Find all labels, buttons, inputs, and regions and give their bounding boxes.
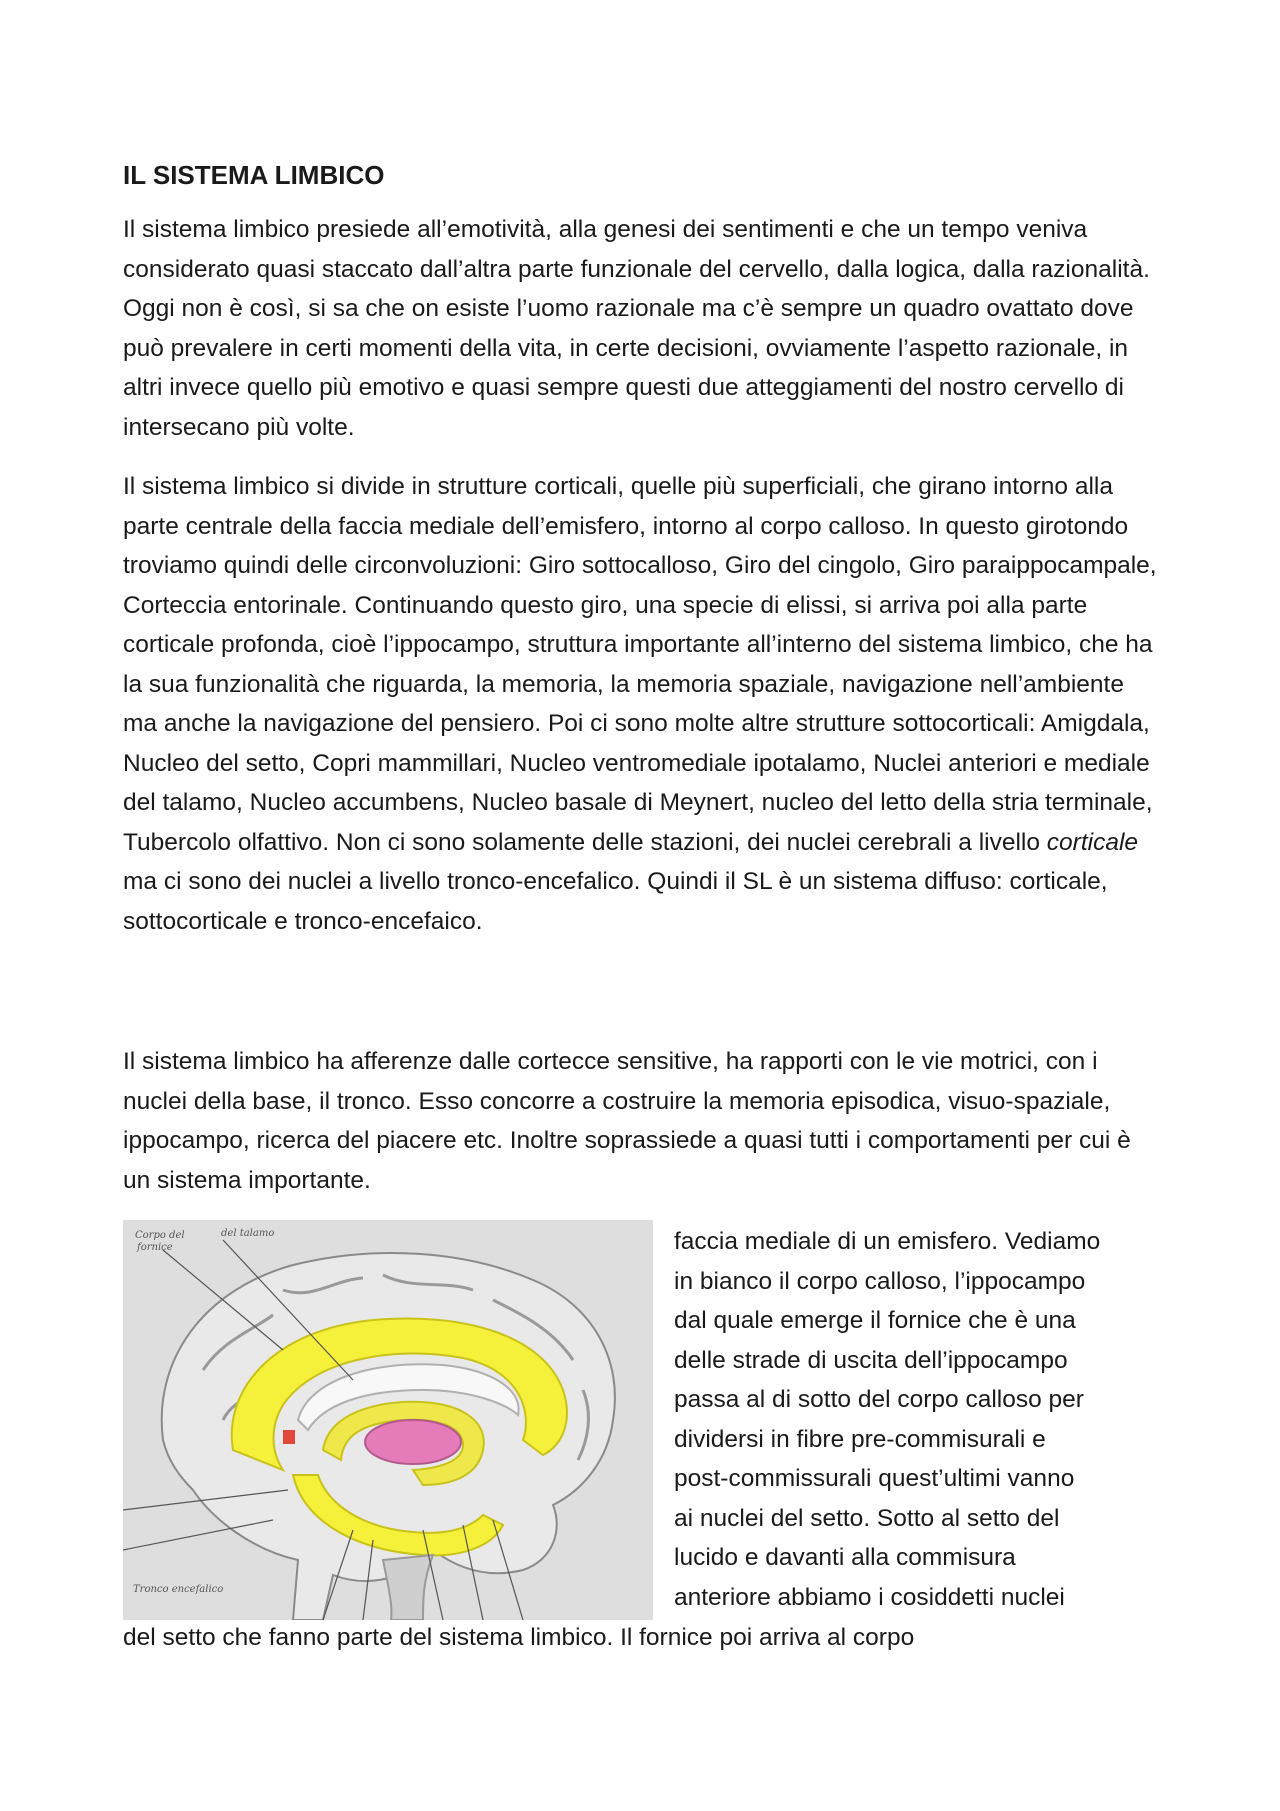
caption-line: dal quale emerge il fornice che è una xyxy=(674,1307,1076,1334)
caption-line: anteriore abbiamo i cosiddetti nuclei xyxy=(674,1583,1065,1611)
continuation-line: del setto che fanno parte del sistema limbico. Il fornice poi arriva al corpo xyxy=(123,1624,915,1651)
label-del-talamo: del talamo xyxy=(221,1228,275,1239)
label-corpo-del: Corpo del xyxy=(135,1230,185,1241)
caption-line: dividersi in fibre pre-commisurali e xyxy=(674,1425,1046,1453)
limbic-system-figure xyxy=(123,1220,653,1620)
paragraph-structures xyxy=(123,467,1163,941)
paragraph-afferents: Il sistema limbico ha afferenze dalle cortecce sensitive, ha rapporti con le vie motrici, con i nuclei della base, il tronco. Esso concorre a costruire la memoria episodica, visuo-spaziale, ippocampo, ricerca del piacere etc. Inoltre soprassiede a quasi tutti i comportamenti per cui è un sistema importante. xyxy=(123,1048,1131,1194)
italic-word-corticale: corticale xyxy=(1046,828,1139,856)
caption-line: in bianco il corpo calloso, l’ippocampo xyxy=(674,1267,1086,1295)
caption-line: faccia mediale di un emisfero. Vediamo xyxy=(674,1228,1101,1255)
septal-nucleus xyxy=(283,1430,295,1444)
page-title: IL SISTEMA LIMBICO xyxy=(123,160,385,190)
label-tronco-encefalico: Tronco encefalico xyxy=(133,1584,224,1595)
caption-line: delle strade di uscita dell’ippocampo xyxy=(674,1346,1068,1374)
caption-line: post-commissurali quest’ultimi vanno xyxy=(674,1465,1075,1492)
paragraph-intro: Il sistema limbico presiede all’emotività, alla genesi dei sentimenti e che un tempo veniva considerato quasi staccato dall’altra parte funzionale del cervello, dalla logica, dalla razionalità. Oggi non è così, si sa che on esiste l’uomo razionale ma c’è sempre un quadro ovattato dove può prevalere in certi momenti della vita, in certe decisioni, ovviamente l’aspetto razionale, in altri invece quello più emotivo e quasi sempre questi due atteggiamenti del nostro cervello di intersecano più volte. xyxy=(123,216,1150,441)
caption-line: passa al di sotto del corpo calloso per xyxy=(674,1386,1084,1413)
figure-caption-text xyxy=(674,1222,1174,1617)
label-fornice: fornice xyxy=(137,1242,173,1253)
brain-illustration xyxy=(123,1220,653,1620)
caption-line: lucido e davanti alla commisura xyxy=(674,1544,1016,1571)
paragraph-structures-text-a: Il sistema limbico si divide in strutture corticali, quelle più superficiali, che girano intorno alla parte centrale della faccia mediale dell’emisfero, intorno al corpo calloso. In questo girotondo troviamo quindi delle circonvoluzioni: Giro sottocalloso, Giro del cingolo, Giro paraippocampale, Corteccia entorinale. Continuando questo giro, una specie di elissi, si arriva poi alla parte corticale profonda, cioè l’ippocampo, struttura importante all’interno del sistema limbico, che ha la sua funzionalità che riguarda, la memoria, la memoria spaziale, navigazione nell’ambiente ma anche la navigazione del pensiero. Poi ci sono molte altre strutture sottocorticali: Amigdala, Nucleo del setto, Copri mammillari, Nucleo ventromediale ipotalamo, Nuclei anteriori e mediale del talamo, Nucleo accumbens, Nucleo basale di Meynert, nucleo del letto della stria terminale, Tubercolo olfattivo. Non ci sono solamente delle stazioni, dei nuclei cerebrali a livello xyxy=(123,473,1157,856)
paragraph-structures-text-b: ma ci sono dei nuclei a livello tronco-encefalico. Quindi il SL è un sistema diffuso: corticale, sottocorticale e tronco-encefaico. xyxy=(123,868,1108,935)
thalamus xyxy=(365,1420,461,1464)
caption-line: ai nuclei del setto. Sotto al setto del xyxy=(674,1504,1060,1532)
